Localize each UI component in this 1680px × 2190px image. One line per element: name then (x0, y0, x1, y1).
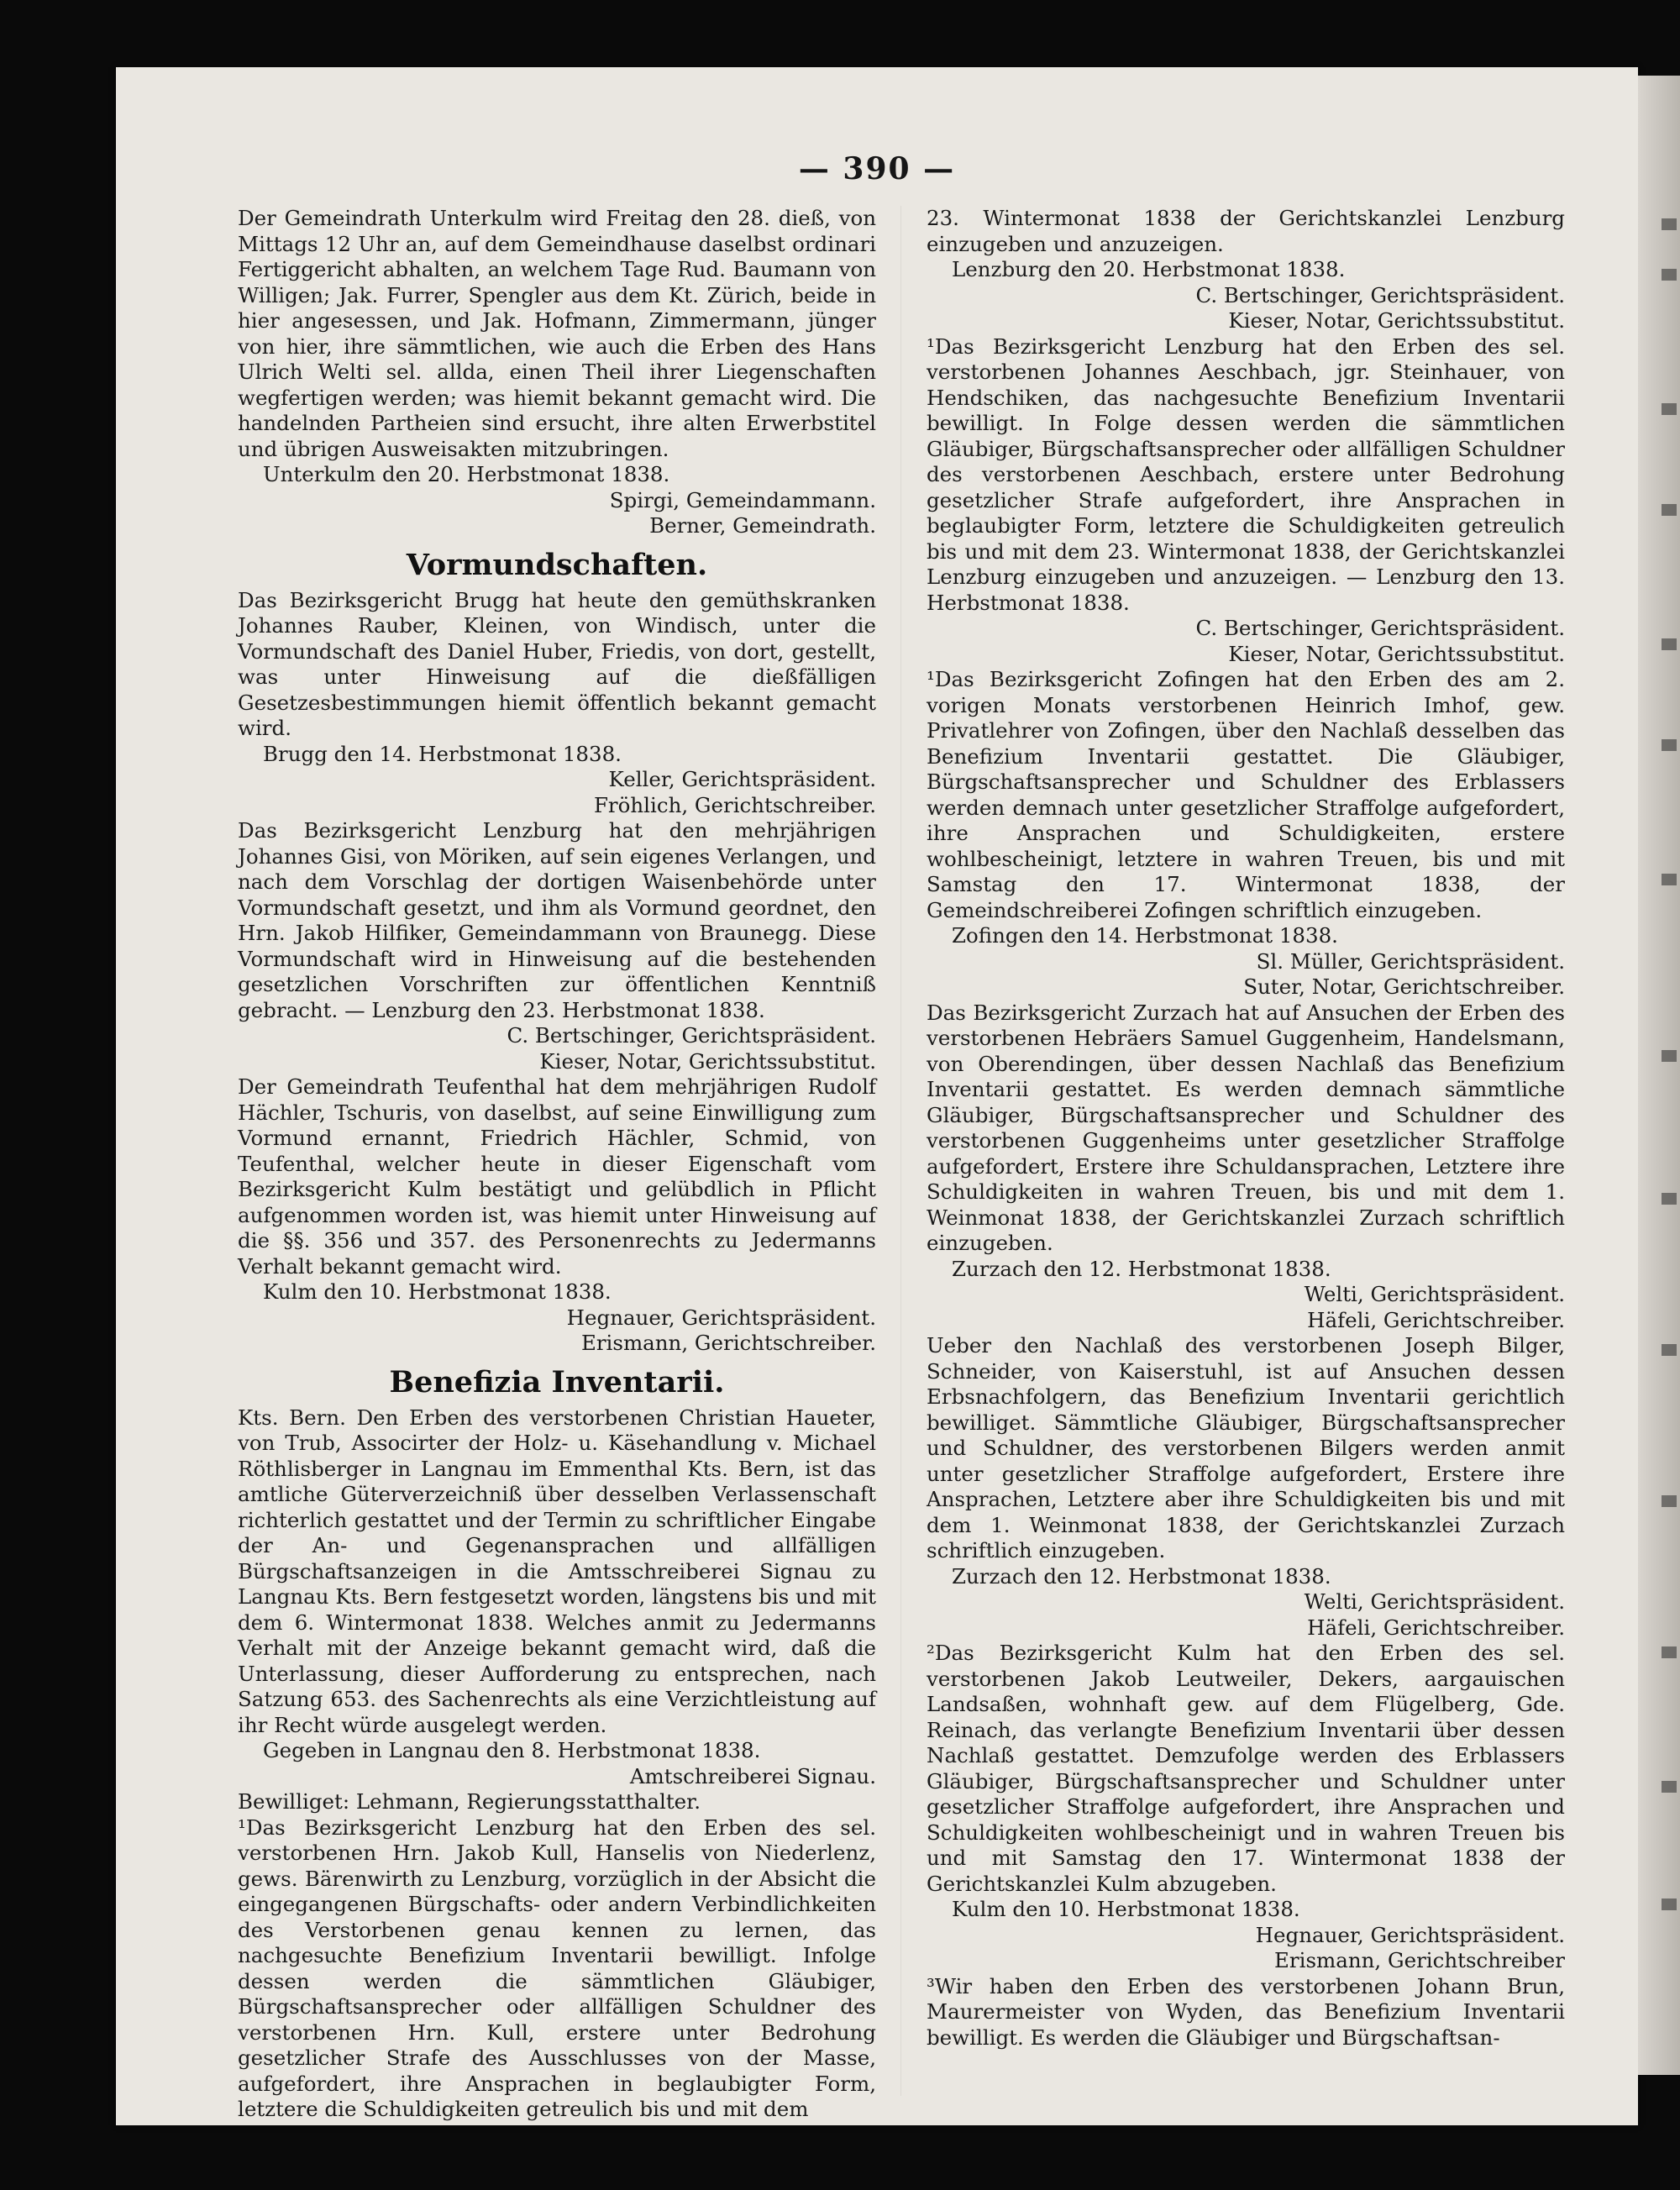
column-divider (900, 206, 901, 2096)
signature: Berner, Gemeindrath. (649, 513, 876, 538)
notice-fertiggericht: Der Gemeindrath Unterkulm wird Freitag den 28. dieß, von Mittags 12 Uhr an, auf dem Gemeindhause daselbst ordinari Fertiggericht abhalten, an welchem Tage Rud. Baumann von Willigen; Jak. Furrer, Spengler aus dem Kt. Zürich, beide in hier angesessen, und Jak. Hofmann, Zimmermann, jünger von hier, ihre sämmtlichen, wie auch die Erben des Hans Ulrich Welti sel. allda, einen Theil ihrer Liegenschaften wegfertigen werden; was hiemit bekannt gemacht wird. Die handelnden Partheien sind ersucht, ihre alten Erwerbstitel und übrigen Ausweisakten mitzubringen. (238, 206, 876, 461)
notice-date: Kulm den 10. Herbstmonat 1838. (263, 1279, 612, 1304)
right-column (927, 206, 1565, 2051)
notice-date: Zurzach den 12. Herbstmonat 1838. (952, 1563, 1331, 1589)
notice-benefizium-leutweiler: ²Das Bezirksgericht Kulm hat den Erben des sel. verstorbenen Jakob Leutweiler, Dekers, aargauischen Landsaßen, wohnhaft gew. auf dem Flügelberg, Gde. Reinach, das verlangte Benefizium Inventarii über dessen Nachlaß gestattet. Demzufolge werden des Erblassers Gläubiger, Bürgschaftsansprecher und Schuldner unter gesetzlicher Straffolge aufgefordert, ihre Ansprachen und Schuldigkeiten wohlbescheinigt und in wahren Treuen bis und mit Samstag den 17. Wintermonat 1838 der Gerichtskanzlei Kulm abzugeben. (927, 1641, 1565, 1896)
signature: Kieser, Notar, Gerichtssubstitut. (1228, 641, 1565, 666)
notice-vormundschaft-lenzburg: Das Bezirksgericht Lenzburg hat den mehrjährigen Johannes Gisi, von Möriken, auf sein eigenes Verlangen, und nach dem Vorschlag der dortigen Waisenbehörde unter Vormundschaft gesetzt, und ihm als Vormund geordnet, den Hrn. Jakob Hilfiker, Gemeindammann von Braunegg. Diese Vormundschaft wird in Hinweisung auf die bestehenden gesetzlichen Vorschriften zur öffentlichen Kenntniß gebracht. — Lenzburg den 23. Herbstmonat 1838. (238, 818, 876, 1022)
signature: Amtschreiberei Signau. (629, 1763, 876, 1788)
signature: Kieser, Notar, Gerichtssubstitut. (539, 1048, 876, 1074)
signature: C. Bertschinger, Gerichtspräsident. (507, 1023, 876, 1048)
notice-vormundschaft-brugg: Das Bezirksgericht Brugg hat heute den gemüthskranken Johannes Rauber, Kleinen, von Windisch, unter die Vormundschaft des Daniel Huber, Friedis, von dort, gestellt, was unter Hinweisung auf die dießfälligen Gesetzesbestimmungen hiemit öffentlich bekannt gemacht wird. (238, 587, 876, 740)
notice-benefizium-imhof: ¹Das Bezirksgericht Zofingen hat den Erben des am 2. vorigen Monats verstorbenen Heinrich Imhof, gew. Privatlehrer von Zofingen, über den Nachlaß desselben das Benefizium Inventarii gestattet. Die Gläubiger, Bürgschaftsansprecher und Schuldner des Erblassers werden demnach unter gesetzlicher Straffolge aufgefordert, ihre Ansprachen und Schuldigkeiten, erstere wohlbescheinigt, letztere in wahren Treuen, bis und mit Samstag den 17. Wintermonat 1838, der Gemeindschreiberei Zofingen schriftlich einzugeben. (927, 667, 1565, 922)
signature: C. Bertschinger, Gerichtspräsident. (1195, 282, 1565, 307)
approval-line: Bewilliget: Lehmann, Regierungsstatthalter. (238, 1789, 701, 1814)
signature: Welti, Gerichtspräsident. (1304, 1282, 1565, 1306)
signature: Häfeli, Gerichtschreiber. (1307, 1615, 1565, 1640)
notice-date: Kulm den 10. Herbstmonat 1838. (952, 1897, 1300, 1921)
signature: Erismann, Gerichtschreiber. (580, 1331, 876, 1355)
left-column (238, 206, 876, 2123)
signature: C. Bertschinger, Gerichtspräsident. (1195, 616, 1565, 640)
notice-date: Gegeben in Langnau den 8. Herbstmonat 1838. (263, 1738, 761, 1762)
signature: Sl. Müller, Gerichtspräsident. (1256, 948, 1565, 974)
signature: Hegnauer, Gerichtspräsident. (566, 1305, 876, 1330)
signature: Suter, Notar, Gerichtschreiber. (1243, 974, 1565, 999)
notice-benefizium-kull: ¹Das Bezirksgericht Lenzburg hat den Erben des sel. verstorbenen Hrn. Jakob Kull, Hanselis von Niederlenz, gews. Bärenwirth zu Lenzburg, vorzüglich in der Absicht die eingegangenen Bürgschafts- oder andern Verbindlichkeiten des Verstorbenen genau kennen zu lernen, das nachgesuchte Benefizium Inventarii bewilligt. Infolge dessen werden die sämmtlichen Gläubiger, Bürgschaftsansprecher oder allfälligen Schuldner des verstorbenen Hrn. Kull, erstere unter Bedrohung gesetzlicher Strafe des Ausschlusses von der Masse, aufgefordert, ihre Ansprachen in beglaubigter Form, letztere die Schuldigkeiten getreulich bis und mit dem (238, 1814, 876, 2121)
signature: Fröhlich, Gerichtschreiber. (593, 792, 876, 817)
notice-date: Lenzburg den 20. Herbstmonat 1838. (952, 257, 1346, 281)
signature: Welti, Gerichtspräsident. (1304, 1589, 1565, 1614)
next-page-edge (1638, 76, 1680, 2075)
notice-benefizium-aeschbach: ¹Das Bezirksgericht Lenzburg hat den Erben des sel. verstorbenen Johannes Aeschbach, jgr. Steinhauer, von Hendschiken, das nachgesuchte Benefizium Inventarii bewilligt. In Folge dessen werden die sämmtlichen Gläubiger, Bürgschaftsansprecher oder allfälligen Schuldner des verstorbenen Aeschbach, erstere unter Bedrohung gesetzlicher Strafe aufgefordert, ihre Ansprachen in beglaubigter Form, letztere die Schuldigkeiten getreulich bis und mit dem 23. Wintermonat 1838, der Gerichtskanzlei Lenzburg einzugeben und anzuzeigen. — Lenzburg den 13. Herbstmonat 1838. (927, 333, 1565, 615)
notice-date: Brugg den 14. Herbstmonat 1838. (263, 741, 622, 766)
signature: Hegnauer, Gerichtspräsident. (1255, 1922, 1565, 1947)
signature: Häfeli, Gerichtschreiber. (1307, 1307, 1565, 1332)
page-number: — 390 — (798, 151, 956, 186)
signature: Kieser, Notar, Gerichtssubstitut. (1228, 308, 1565, 333)
notice-benefizium-bilger: Ueber den Nachlaß des verstorbenen Joseph Bilger, Schneider, von Kaiserstuhl, ist auf Ansuchen dessen Erbsnachfolgern, das Benefizium Inventarii gerichtlich bewilliget. Sämmtliche Gläubiger, Bürgschaftsansprecher und Schuldner, des verstorbenen Bilgers werden anmit unter gesetzlicher Straffolge aufgefordert, Erstere ihre Ansprachen, Letztere aber ihre Schuldigkeiten bis und mit dem 1. Weinmonat 1838, der Gerichtskanzlei Zurzach schriftlich einzugeben. (927, 1333, 1565, 1562)
notice-benefizium-bern: Kts. Bern. Den Erben des verstorbenen Christian Haueter, von Trub, Associrter der Holz- u. Käsehandlung v. Michael Röthlisberger in Langnau im Emmenthal Kts. Bern, ist das amtliche Güterverzeichniß über desselben Verlassenschaft richterlich gestattet und der Termin zu schriftlicher Eingabe der An- und Gegenansprachen und allfälligen Bürgschaftsanzeigen in die Amtsschreiberei Signau zu Langnau Kts. Bern festgesetzt worden, längstens bis und mit dem 6. Wintermonat 1838. Welches anmit zu Jedermanns Verhalt mit der Anzeige bekannt gemacht wird, daß die Unterlassung, dieser Aufforderung zu entsprechen, nach Satzung 653. des Sachenrechts als eine Verzichtleistung auf ihr Recht würde ausgelegt werden. (238, 1405, 876, 1737)
section-heading-benefizia: Benefizia Inventarii. (389, 1364, 725, 1400)
signature: Erismann, Gerichtschreiber (1274, 1948, 1565, 1972)
signature: Keller, Gerichtspräsident. (608, 767, 876, 791)
notice-date: Unterkulm den 20. Herbstmonat 1838. (263, 462, 670, 486)
notice-date: Zofingen den 14. Herbstmonat 1838. (952, 923, 1338, 948)
section-heading-vormundschaften: Vormundschaften. (406, 547, 708, 582)
notice-benefizium-kull-continued: 23. Wintermonat 1838 der Gerichtskanzlei Lenzburg einzugeben und anzuzeigen. (927, 206, 1565, 256)
signature: Spirgi, Gemeindammann. (609, 487, 876, 512)
notice-benefizium-guggenheim: Das Bezirksgericht Zurzach hat auf Ansuchen der Erben des verstorbenen Hebräers Samuel Guggenheim, Handelsmann, von Oberendingen, über dessen Nachlaß das Benefizium Inventarii gestattet. Es werden demnach sämmtliche Gläubiger, Bürgschaftsansprecher und Schuldner des verstorbenen Guggenheims unter gesetzlicher Straffolge aufgefordert, Erstere ihre Schuldansprachen, Letztere ihre Schuldigkeiten in wahren Treuen, bis und mit dem 1. Weinmonat 1838, der Gerichtskanzlei Zurzach schriftlich einzugeben. (927, 1000, 1565, 1255)
newspaper-page (116, 67, 1638, 2125)
notice-benefizium-brun: ³Wir haben den Erben des verstorbenen Johann Brun, Maurermeister von Wyden, das Benefizium Inventarii bewilligt. Es werden die Gläubiger und Bürgschaftsan- (927, 1973, 1565, 2050)
notice-vormundschaft-teufenthal: Der Gemeindrath Teufenthal hat dem mehrjährigen Rudolf Hächler, Tschuris, von daselbst, auf seine Einwilligung zum Vormund ernannt, Friedrich Hächler, Schmid, von Teufenthal, welcher heute in dieser Eigenschaft vom Bezirksgericht Kulm bestätigt und gelübdlich in Pflicht aufgenommen worden ist, was hiemit unter Hinweisung auf die §§. 356 und 357. des Personenrechts zu Jedermanns Verhalt bekannt gemacht wird. (238, 1074, 876, 1279)
notice-date: Zurzach den 12. Herbstmonat 1838. (952, 1256, 1331, 1281)
